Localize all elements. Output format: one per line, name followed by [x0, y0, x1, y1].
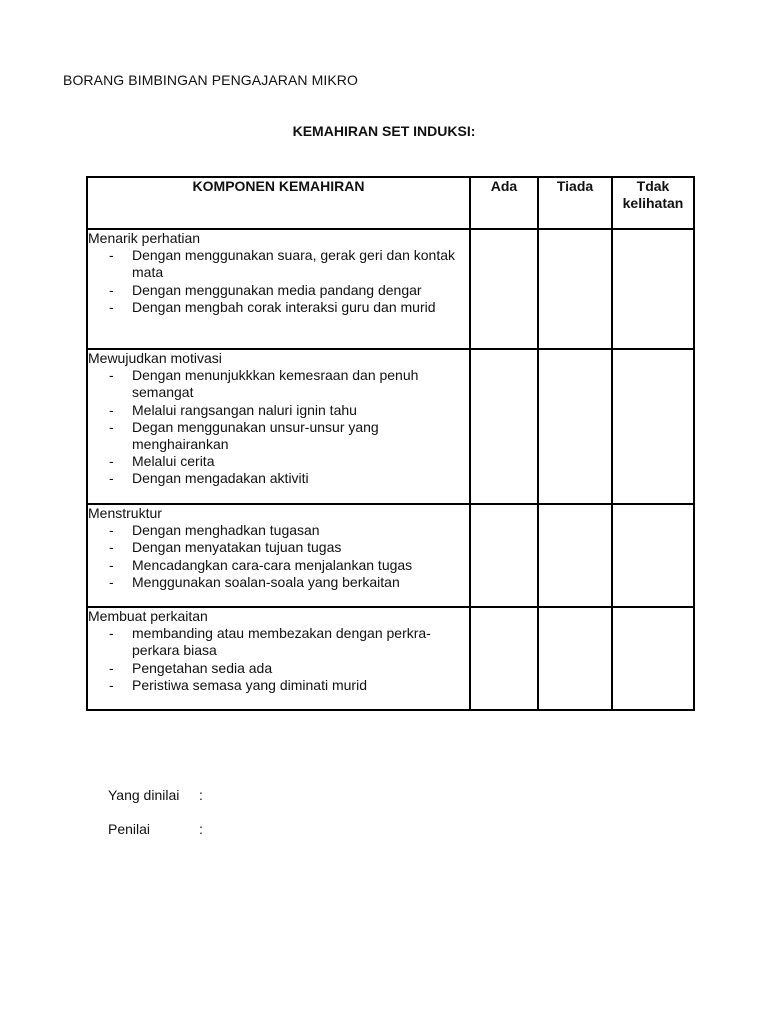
document-header: BORANG BIMBINGAN PENGAJARAN MIKRO: [63, 72, 359, 88]
list-item: [109, 573, 469, 591]
header-component: KOMPONEN KEMAHIRAN: [87, 177, 470, 229]
item-text: Menggunakan soalan-soala yang berkaitan: [132, 573, 400, 590]
table-header-row: [87, 177, 694, 229]
dash-marker: -: [109, 522, 114, 539]
dash-marker: -: [109, 298, 114, 315]
dash-marker: -: [109, 367, 114, 384]
group-title: Menstruktur: [88, 505, 162, 521]
item-text: Melalui cerita: [132, 453, 215, 470]
assessment-table: [86, 176, 695, 711]
component-cell: [87, 504, 470, 607]
dash-marker: -: [109, 401, 114, 418]
tdak-kelihatan-checkbox-cell[interactable]: [612, 229, 694, 349]
tiada-checkbox-cell[interactable]: [538, 504, 612, 607]
item-text: Dengan menggunakan media pandang dengar: [132, 281, 422, 298]
header-tdak-line2: kelihatan: [622, 195, 684, 211]
list-item: [109, 522, 469, 539]
component-cell: [87, 607, 470, 710]
header-tdak-kelihatan: [612, 177, 694, 229]
ada-checkbox-cell[interactable]: [470, 229, 538, 349]
dash-marker: -: [109, 676, 114, 693]
ada-checkbox-cell[interactable]: [470, 607, 538, 710]
component-cell: [87, 349, 470, 504]
dash-marker: -: [109, 659, 114, 676]
header-tiada: Tiada: [538, 177, 612, 229]
component-cell: [87, 229, 470, 349]
tiada-checkbox-cell[interactable]: [538, 229, 612, 349]
assessed-colon: :: [199, 787, 203, 803]
item-list: [88, 625, 469, 694]
header-tdak-line1: Tdak: [636, 178, 670, 194]
list-item: [109, 556, 469, 574]
item-list: [88, 247, 469, 316]
table-row: [87, 504, 694, 607]
list-item: [109, 659, 469, 677]
table-row: [87, 229, 694, 349]
dash-marker: -: [109, 453, 114, 470]
item-text: Dengan mengbah corak interaksi guru dan murid: [132, 298, 436, 315]
list-item: [109, 418, 469, 453]
tdak-kelihatan-checkbox-cell[interactable]: [612, 349, 694, 504]
item-text: Dengan menunjukkkan kemesraan dan penuh semangat: [132, 367, 419, 401]
list-item: [109, 676, 469, 694]
dash-marker: -: [109, 625, 114, 642]
dash-marker: -: [109, 470, 114, 487]
table-row: [87, 607, 694, 710]
item-text: Pengetahan sedia ada: [132, 659, 273, 676]
list-item: [109, 298, 469, 316]
dash-marker: -: [109, 281, 114, 298]
item-text: Dengan menggunakan suara, gerak geri dan kontak mata: [132, 247, 455, 281]
list-item: [109, 401, 469, 419]
item-text: Dengan menghadkan tugasan: [132, 522, 320, 539]
list-item: [109, 625, 469, 659]
item-text: Dengan mengadakan aktiviti: [132, 470, 309, 487]
ada-checkbox-cell[interactable]: [470, 349, 538, 504]
assessor-label: Penilai: [108, 821, 151, 837]
item-text: Degan menggunakan unsur-unsur yang menghairankan: [132, 418, 379, 453]
dash-marker: -: [109, 247, 114, 264]
list-item: [109, 453, 469, 470]
item-text: Melalui rangsangan naluri ignin tahu: [132, 401, 357, 418]
ada-checkbox-cell[interactable]: [470, 504, 538, 607]
section-title: KEMAHIRAN SET INDUKSI:: [292, 123, 476, 139]
list-item: [109, 281, 469, 299]
group-title: Menarik perhatian: [88, 230, 201, 246]
assessed-line: [108, 787, 203, 803]
group-title: Mewujudkan motivasi: [88, 350, 222, 366]
tiada-checkbox-cell[interactable]: [538, 349, 612, 504]
item-text: membanding atau membezakan dengan perkra-perkara biasa: [132, 625, 431, 659]
tdak-kelihatan-checkbox-cell[interactable]: [612, 504, 694, 607]
assessor-line: [108, 821, 203, 837]
item-text: Mencadangkan cara-cara menjalankan tugas: [132, 556, 413, 573]
header-ada: Ada: [470, 177, 538, 229]
list-item: [109, 539, 469, 556]
dash-marker: -: [109, 418, 114, 435]
dash-marker: -: [109, 539, 114, 556]
dash-marker: -: [109, 556, 114, 573]
list-item: [109, 247, 469, 281]
assessor-colon: :: [199, 821, 203, 837]
item-list: [88, 367, 469, 487]
tiada-checkbox-cell[interactable]: [538, 607, 612, 710]
table-row: [87, 349, 694, 504]
dash-marker: -: [109, 573, 114, 590]
item-text: Peristiwa semasa yang diminati murid: [132, 676, 367, 693]
list-item: [109, 367, 469, 401]
tdak-kelihatan-checkbox-cell[interactable]: [612, 607, 694, 710]
item-text: Dengan menyatakan tujuan tugas: [132, 539, 342, 556]
list-item: [109, 470, 469, 487]
item-list: [88, 522, 469, 591]
group-title: Membuat perkaitan: [88, 608, 208, 624]
assessed-label: Yang dinilai: [108, 787, 180, 803]
